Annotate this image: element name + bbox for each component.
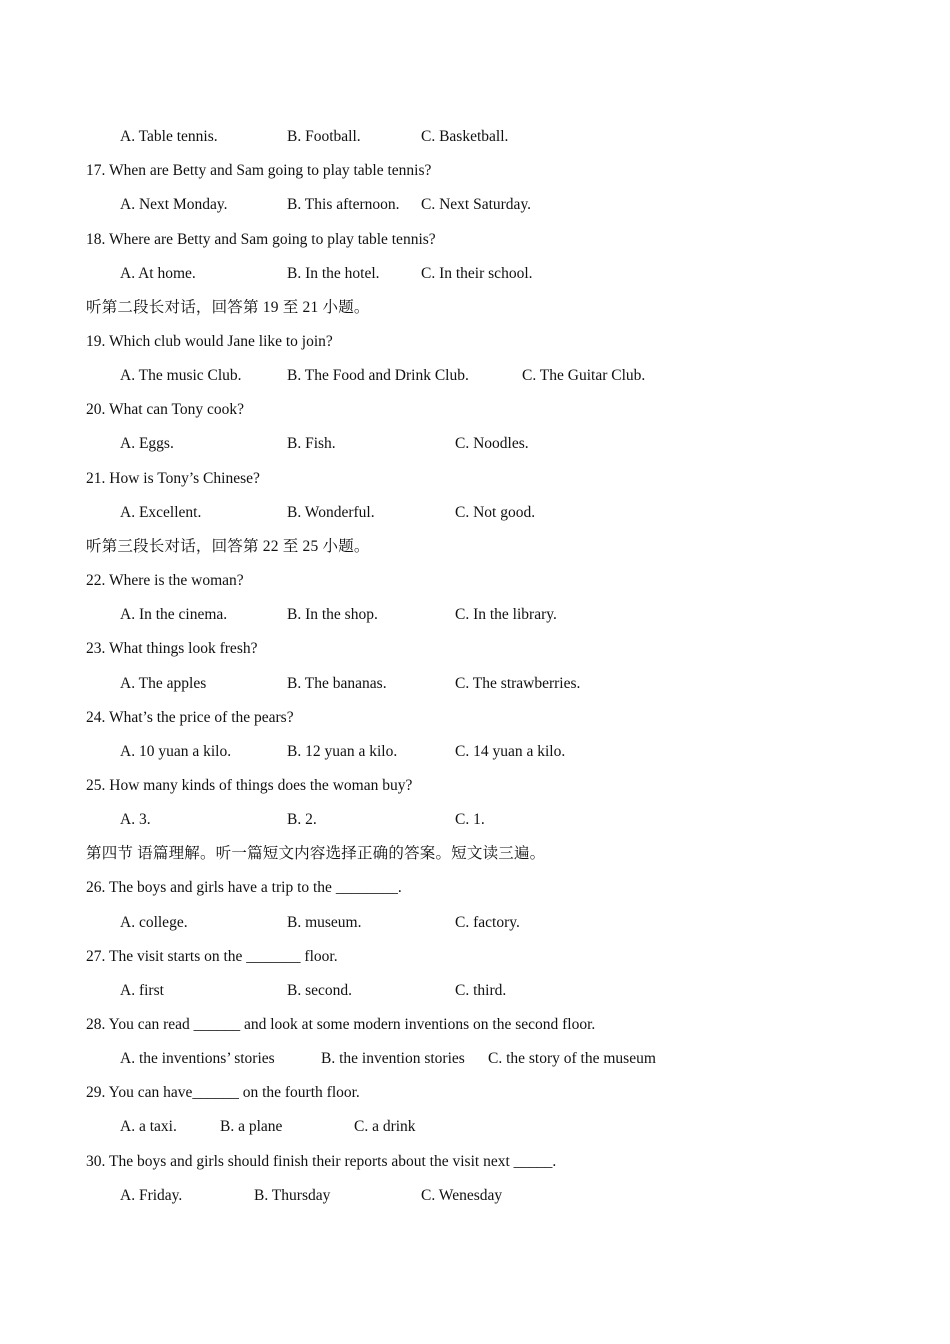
option-a: A. first [120,982,164,999]
option-a: A. 3. [120,811,151,828]
option-a: A. Eggs. [120,435,174,452]
option-a: A. Next Monday. [120,196,228,213]
option-a: A. In the cinema. [120,606,228,623]
option-b: B. This afternoon. [287,196,400,213]
option-a: A. college. [120,914,188,931]
option-a: A. Excellent. [120,504,202,521]
option-c: C. Noodles. [455,435,529,452]
option-b: B. The Food and Drink Club. [287,367,469,384]
option-c: C. Wenesday [421,1187,503,1204]
question-19: 19. Which club would Jane like to join? [86,333,333,350]
option-c: C. 1. [455,811,485,828]
option-b: B. Wonderful. [287,504,375,521]
option-b: B. 2. [287,811,317,828]
option-c: C. In their school. [421,265,533,282]
option-b: B. Football. [287,128,361,145]
option-a: A. Friday. [120,1187,183,1204]
option-b: B. museum. [287,914,362,931]
question-28: 28. You can read ______ and look at some modern inventions on the second floor. [86,1016,596,1033]
question-18: 18. Where are Betty and Sam going to play table tennis? [86,231,436,248]
option-c: C. 14 yuan a kilo. [455,743,566,760]
option-b: B. the invention stories [321,1050,465,1067]
question-22: 22. Where is the woman? [86,572,244,589]
question-29: 29. You can have______ on the fourth floor. [86,1084,360,1101]
section-heading-dialogue-2: 听第二段长对话，回答第 19 至 21 小题。 [86,299,370,316]
option-b: B. In the hotel. [287,265,380,282]
option-b: B. a plane [220,1118,283,1135]
question-21: 21. How is Tony’s Chinese? [86,470,260,487]
option-a: A. At home. [120,265,196,282]
option-c: C. In the library. [455,606,557,623]
option-b: B. 12 yuan a kilo. [287,743,398,760]
option-c: C. the story of the museum [488,1050,656,1067]
option-c: C. third. [455,982,507,999]
option-a: A. the inventions’ stories [120,1050,275,1067]
option-c: C. The Guitar Club. [522,367,646,384]
option-a: A. The apples [120,675,207,692]
question-30: 30. The boys and girls should finish their reports about the visit next _____. [86,1153,557,1170]
question-23: 23. What things look fresh? [86,640,258,657]
option-b: B. Thursday [254,1187,331,1204]
option-a: A. The music Club. [120,367,242,384]
option-a: A. Table tennis. [120,128,218,145]
option-a: A. a taxi. [120,1118,177,1135]
option-c: C. The strawberries. [455,675,581,692]
option-c: C. factory. [455,914,520,931]
option-c: C. Basketball. [421,128,509,145]
option-b: B. The bananas. [287,675,387,692]
option-a: A. 10 yuan a kilo. [120,743,232,760]
option-c: C. Next Saturday. [421,196,532,213]
option-c: C. a drink [354,1118,416,1135]
question-17: 17. When are Betty and Sam going to play table tennis? [86,162,432,179]
option-b: B. second. [287,982,353,999]
question-26: 26. The boys and girls have a trip to the ________. [86,879,402,896]
option-b: B. Fish. [287,435,336,452]
question-25: 25. How many kinds of things does the woman buy? [86,777,413,794]
question-24: 24. What’s the price of the pears? [86,709,294,726]
section-heading-dialogue-3: 听第三段长对话，回答第 22 至 25 小题。 [86,538,370,555]
question-20: 20. What can Tony cook? [86,401,245,418]
option-b: B. In the shop. [287,606,378,623]
section-heading-part-4: 第四节 语篇理解。听一篇短文内容选择正确的答案。短文读三遍。 [86,845,546,862]
option-c: C. Not good. [455,504,536,521]
question-27: 27. The visit starts on the _______ floor. [86,948,338,965]
